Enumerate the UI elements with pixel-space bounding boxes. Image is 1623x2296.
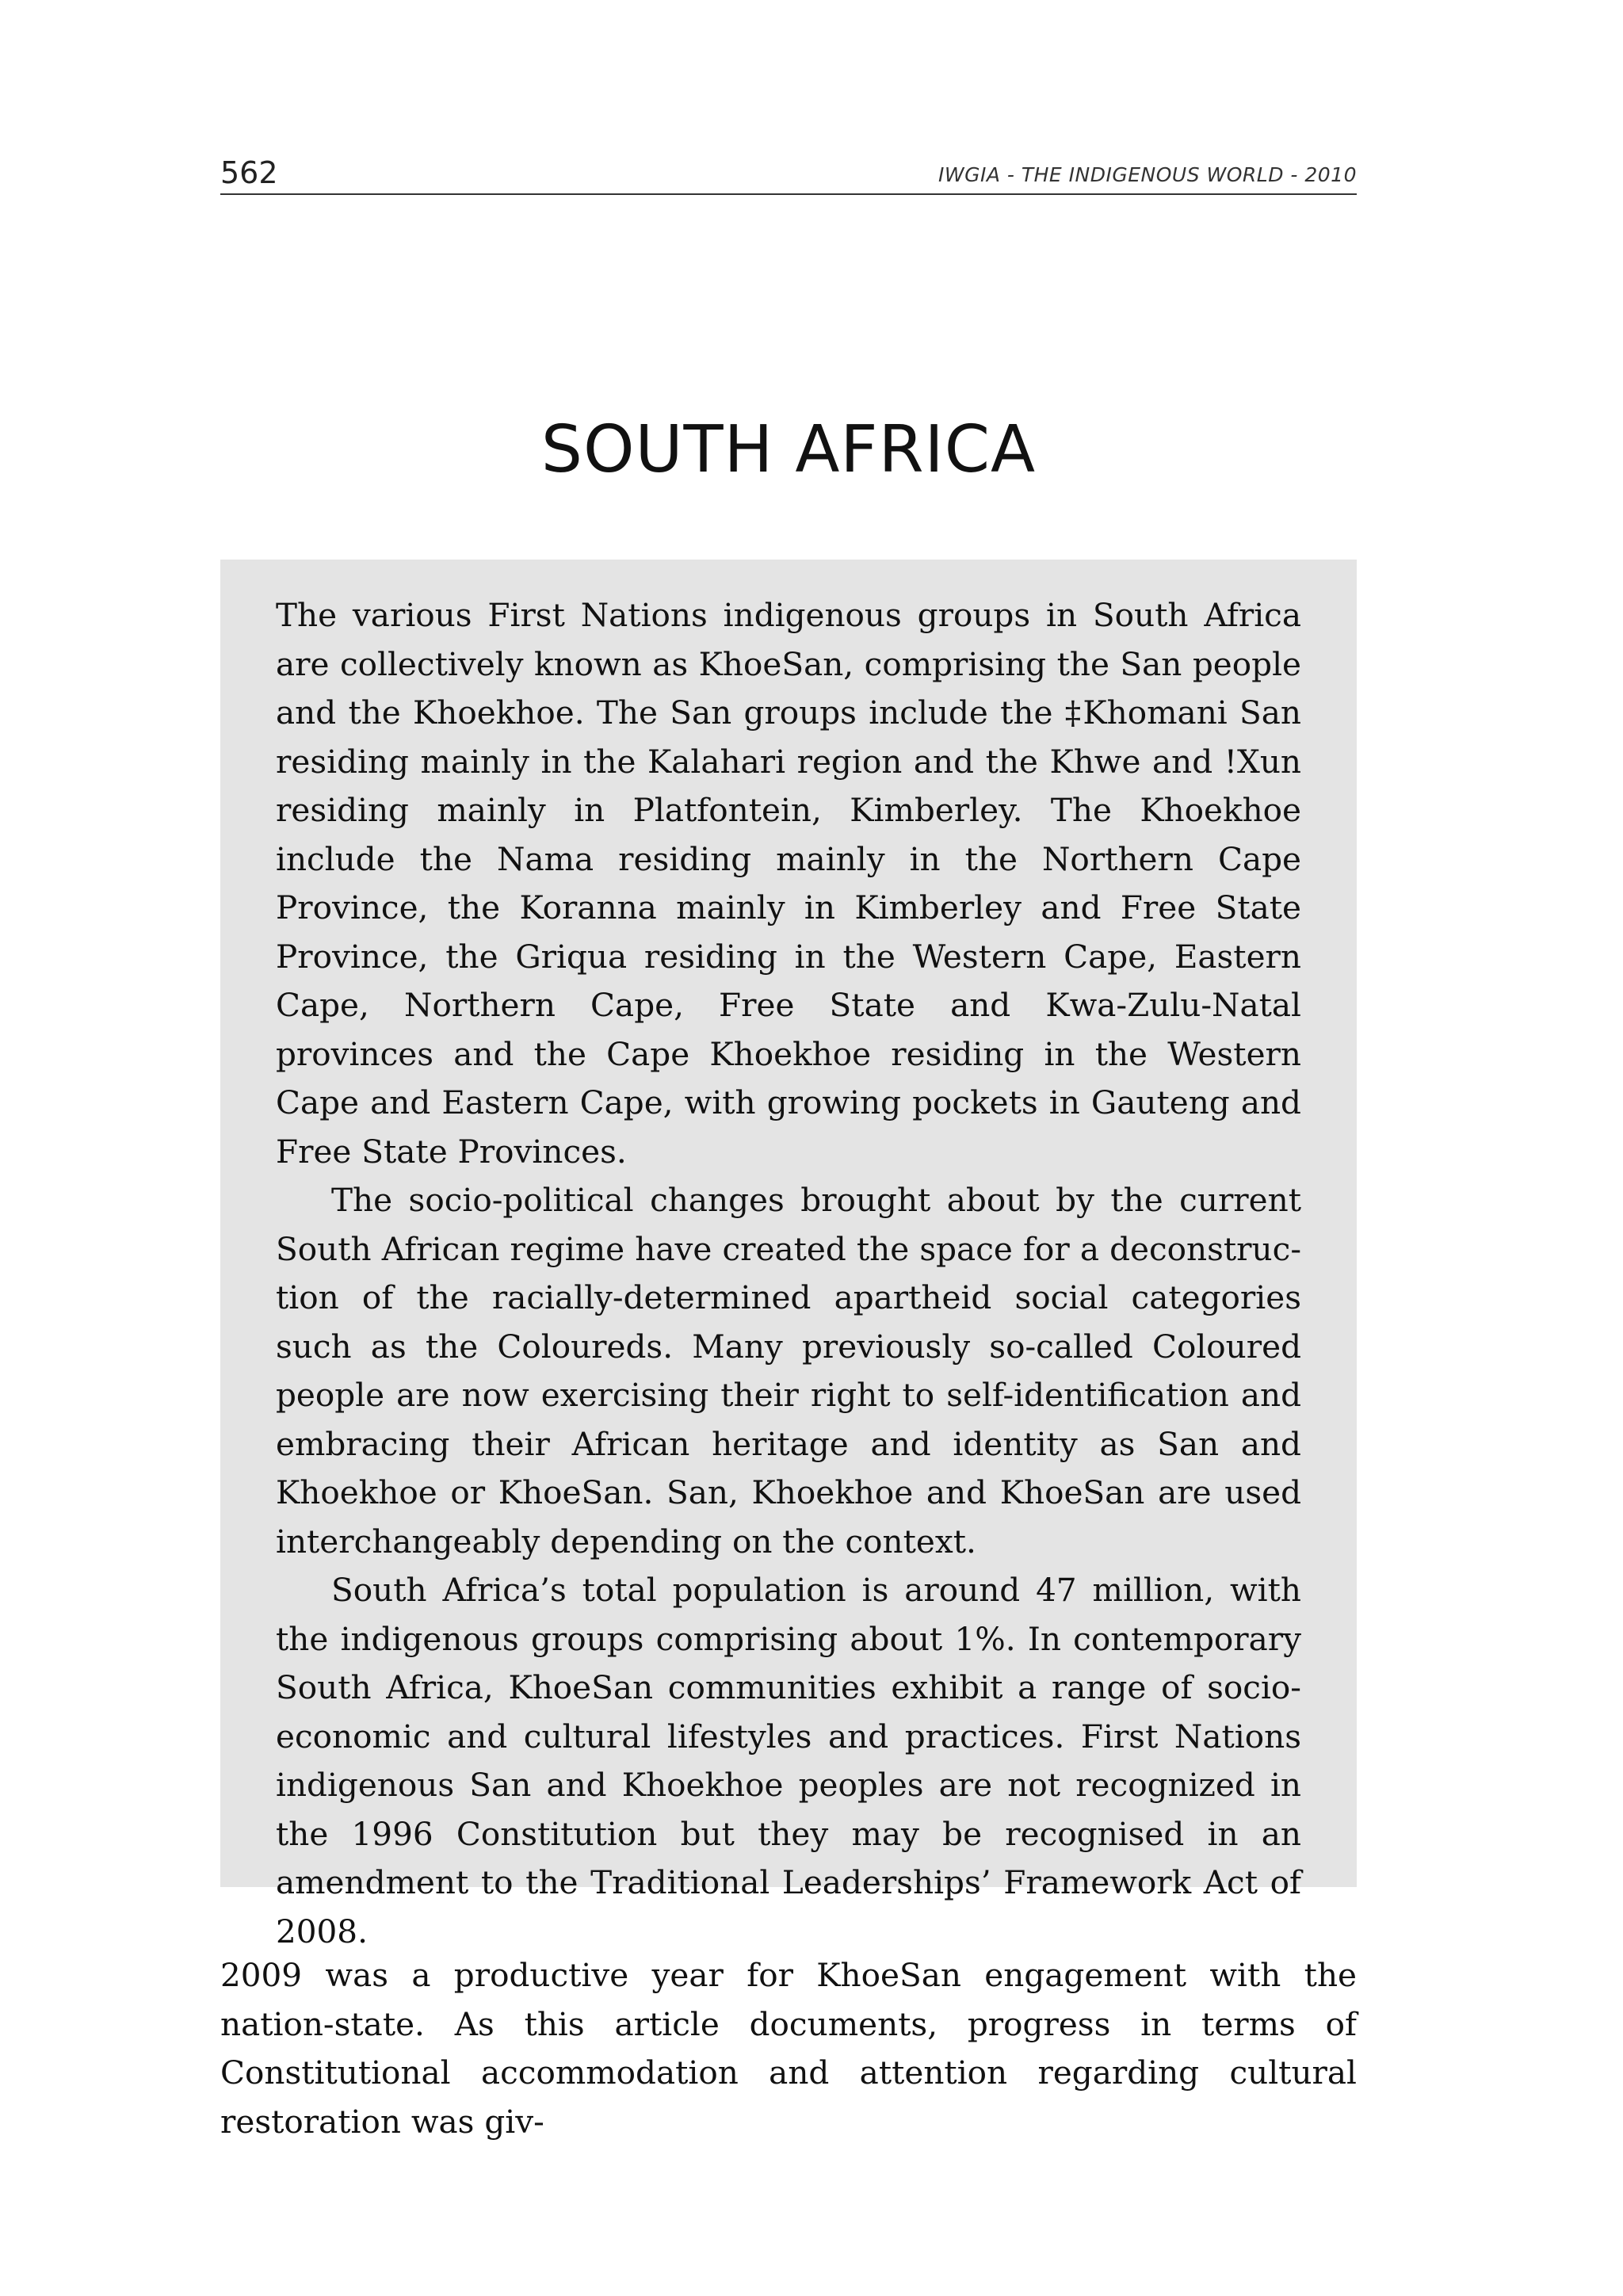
running-header [220,152,1357,195]
page-number: 562 [220,155,278,190]
intro-box [220,560,1357,1950]
intro-paragraph-1: The various First Nations indigenous groups in South Africa are collectively known as KhoeSan, comprising the San people and the Khoekhoe. The San groups include the ‡Khomani San residing mainly in the Kalahari region and the Khwe and !Xun residing mainly in Platfontein, Kimberley. The Khoekhoe include the Nama residing mainly in the Northern Cape Province, the Koranna mainly in Kimberley and Free State Province, the Griqua residing in the Western Cape, Eastern Cape, Northern Cape, Free State and Kwa-Zulu-Natal provinces and the Cape Khoekhoe residing in the Western Cape and Eastern Cape, with growing pockets in Gauteng and Free State Provinces. [276,596,1301,1171]
intro-paragraph-3: South Africa’s total population is around 47 million, with the indigenous groups comprising about 1%. In contemporary South Africa, KhoeSan communities exhibit a range of socio-economic and cultural lifestyles and practices. First Nations indigenous San and Khoekhoe peoples are not recognized in the 1996 Constitution but they may be recognised in an amendment to the Traditional Leaderships’ Framework Act of 2008. [276,1571,1301,1950]
body-paragraph: 2009 was a productive year for KhoeSan engagement with the nation-state. As this article documents, progress in terms of Constitutional accommodation and attention regarding cultural restoration was giv- [220,1956,1357,2141]
chapter-title: SOUTH AFRICA [540,412,1037,487]
intro-paragraph-2: The socio-political changes brought about by the current South African regime have created the space for a deconstruction of the racially-determined apartheid social categories such as the Coloureds. Many previously so-called Coloured people are now exercising their right to self-identification and embracing their African heritage and identity as San and Khoekhoe or KhoeSan. San, Khoekhoe and KhoeSan are used interchangeably depending on the context. [276,1181,1301,1561]
intro-text [276,591,1301,1956]
journal-title: IWGIA - THE INDIGENOUS WORLD - 2010 [938,163,1357,186]
